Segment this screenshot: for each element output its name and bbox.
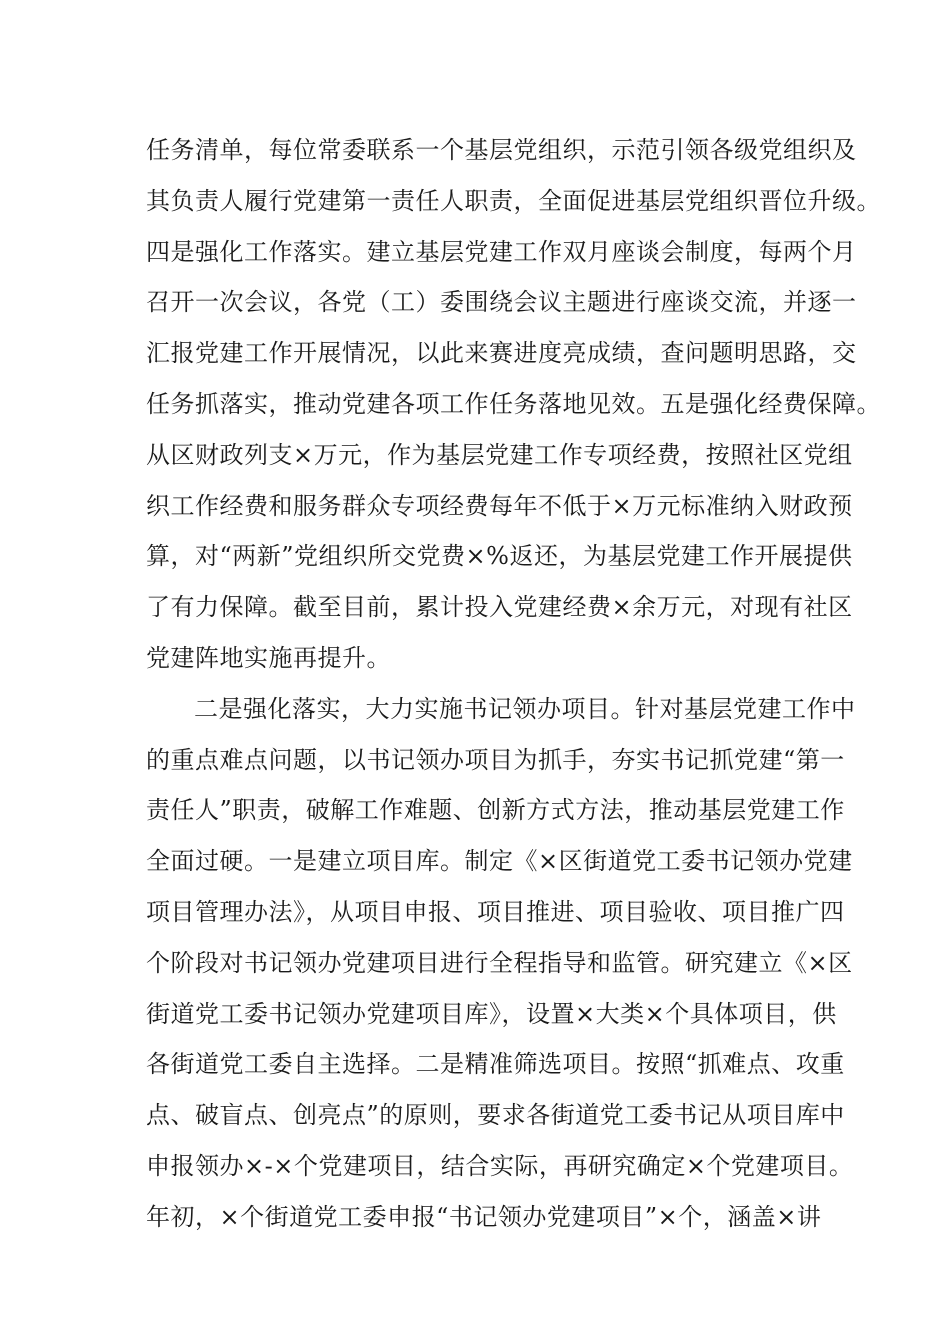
text-line: 年初，×个街道党工委申报“书记领办党建项目”×个，涵盖×讲	[146, 1202, 822, 1231]
paragraph-start-line: 二是强化落实，大力实施书记领办项目。针对基层党建工作中	[194, 694, 856, 723]
text-line: 项目管理办法》，从项目申报、项目推进、项目验收、项目推广四	[146, 897, 845, 926]
text-line: 的重点难点问题，以书记领办项目为抓手，夯实书记抓党建“第一	[146, 745, 845, 774]
text-line: 点、破盲点、创亮点”的原则，要求各街道党工委书记从项目库中	[146, 1101, 845, 1130]
text-line: 责任人”职责，破解工作难题、创新方式方法，推动基层党建工作	[146, 796, 845, 825]
text-line: 汇报党建工作开展情况，以此来赛进度亮成绩，查问题明思路，交	[146, 339, 857, 368]
document-body	[146, 125, 881, 1243]
text-line: 四是强化工作落实。建立基层党建工作双月座谈会制度，每两个月	[146, 237, 857, 266]
text-line: 了有力保障。截至目前，累计投入党建经费×余万元，对现有社区	[146, 593, 853, 622]
text-line: 召开一次会议，各党（工）委围绕会议主题进行座谈交流，并逐一	[146, 288, 857, 317]
text-line: 从区财政列支×万元，作为基层党建工作专项经费，按照社区党组	[146, 440, 853, 469]
text-line: 织工作经费和服务群众专项经费每年不低于×万元标准纳入财政预	[146, 491, 853, 520]
text-line: 个阶段对书记领办党建项目进行全程指导和监管。研究建立《×区	[146, 948, 853, 977]
text-line: 申报领办×-×个党建项目，结合实际，再研究确定×个党建项目。	[146, 1151, 854, 1180]
text-line: 各街道党工委自主选择。二是精准筛选项目。按照“抓难点、攻重	[146, 1050, 845, 1079]
text-line: 党建阵地实施再提升。	[146, 643, 391, 672]
text-line: 任务清单，每位常委联系一个基层党组织，示范引领各级党组织及	[146, 136, 857, 164]
text-line: 任务抓落实，推动党建各项工作任务落地见效。五是强化经费保障。	[146, 389, 881, 418]
text-line: 全面过硬。一是建立项目库。制定《×区街道党工委书记领办党建	[146, 847, 853, 876]
text-line: 其负责人履行党建第一责任人职责，全面促进基层党组织晋位升级。	[146, 186, 881, 215]
text-line: 街道党工委书记领办党建项目库》，设置×大类×个具体项目，供	[146, 999, 837, 1028]
text-line: 算，对“两新”党组织所交党费×%返还，为基层党建工作开展提供	[146, 542, 853, 571]
